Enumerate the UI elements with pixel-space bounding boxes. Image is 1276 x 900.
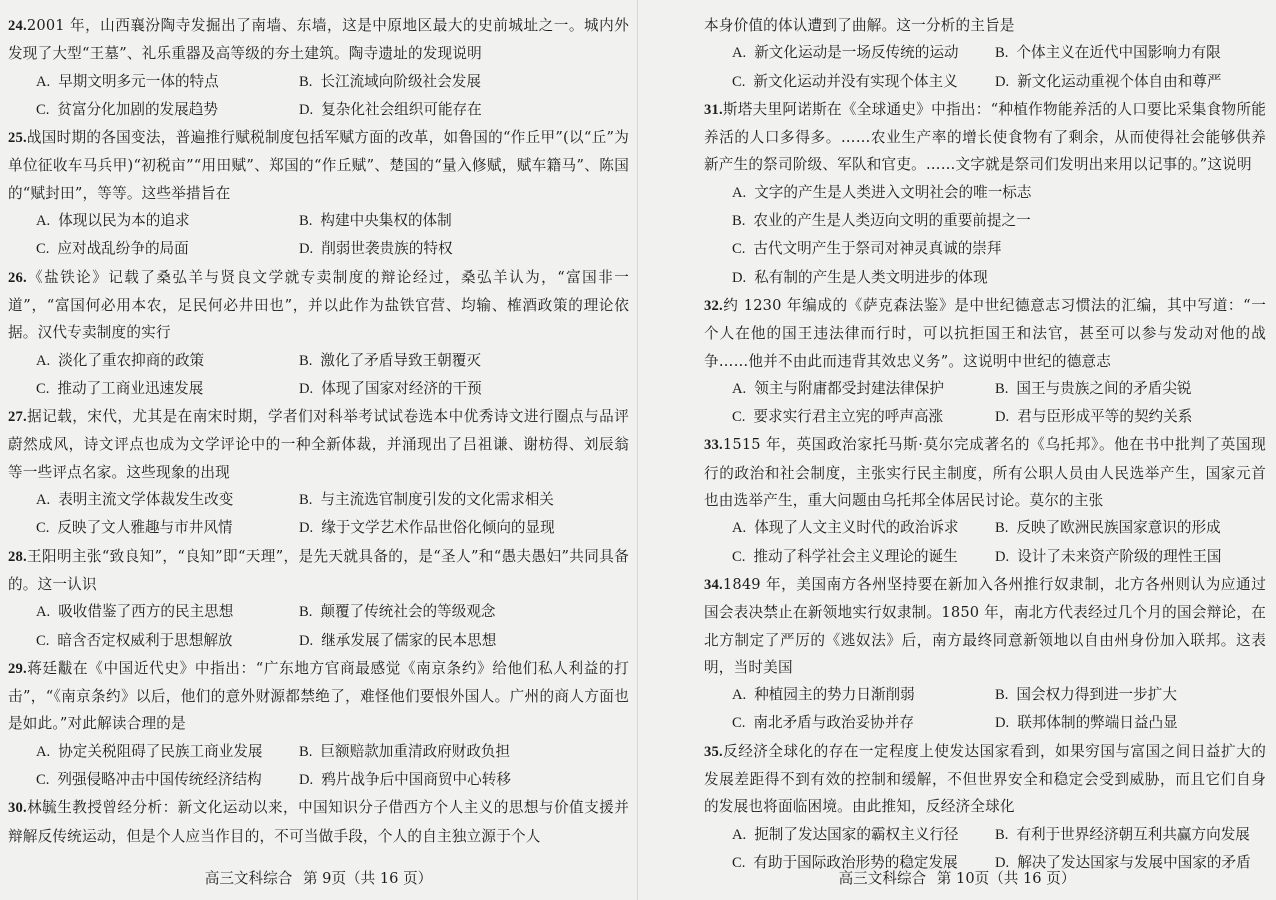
option-letter: C. <box>36 520 50 537</box>
answer-option <box>8 207 299 235</box>
option-letter: D. <box>995 715 1010 732</box>
question-block <box>704 571 1266 738</box>
option-text: 吸收借鉴了西方的民主思想 <box>58 603 234 621</box>
option-row <box>8 68 629 96</box>
option-letter: B. <box>995 687 1009 704</box>
footer-subject: 高三文科综合 <box>838 870 927 887</box>
answer-option <box>704 68 995 96</box>
option-text: 扼制了发达国家的霸权主义行径 <box>754 825 959 843</box>
question-list-right <box>704 96 1266 877</box>
answer-option <box>8 486 299 514</box>
option-row <box>8 375 629 403</box>
option-text: 应对战乱纷争的局面 <box>57 240 189 258</box>
answer-option <box>704 39 995 67</box>
option-text: 激化了矛盾导致王朝覆灭 <box>320 351 481 369</box>
option-row <box>8 627 629 655</box>
option-text: 反映了文人雅趣与市井风情 <box>57 519 233 537</box>
option-row <box>704 681 1266 709</box>
option-text: 体现以民为本的追求 <box>58 212 190 230</box>
option-text: 体现了人文主义时代的政治诉求 <box>754 519 959 537</box>
answer-option <box>995 514 1266 542</box>
option-text: 新文化运动是一场反传统的运动 <box>754 44 959 62</box>
footer-page-number: 第 9页（共 16 页） <box>302 870 433 887</box>
question-number: 31. <box>704 101 723 118</box>
answer-option <box>704 543 995 571</box>
option-text: 要求实行君主立宪的呼声高涨 <box>753 408 944 426</box>
question-text: 1515 年，英国政治家托马斯·莫尔完成著名的《乌托邦》。他在书中批判了英国现行的政治和社会制度，主张实行民主制度，所有公职人员由人民选举产生，国家元首也由选举产生，重大问题由乌托邦全体居民讨论。莫尔的主张 <box>704 436 1266 510</box>
option-letter: A. <box>36 492 51 509</box>
option-text: 列强侵略冲击中国传统经济结构 <box>57 771 262 789</box>
answer-option <box>8 766 299 794</box>
answer-option <box>995 821 1266 849</box>
question-stem <box>8 403 629 486</box>
answer-option <box>8 96 299 124</box>
question-text: 《盐铁论》记载了桑弘羊与贤良文学就专卖制度的辩论经过，桑弘羊认为，“富国非一道”，“富国何必用本农，足民何必井田也”，并以此作为盐铁官营、均输、榷酒政策的理论依据。汉代专卖制度的实行 <box>8 268 629 342</box>
option-row <box>704 39 1266 67</box>
option-text: 新文化运动并没有实现个体主义 <box>753 72 958 90</box>
option-text: 古代文明产生于祭司对神灵真诚的崇拜 <box>753 240 1002 258</box>
option-letter: B. <box>299 743 313 760</box>
option-letter: D. <box>299 772 314 789</box>
option-text: 缘于文学艺术作品世俗化倾向的显现 <box>321 519 555 537</box>
option-row <box>704 68 1266 96</box>
question-number: 28. <box>8 548 27 565</box>
option-letter: C. <box>732 241 746 258</box>
question-stem <box>8 12 629 68</box>
question-number: 32. <box>704 297 723 314</box>
option-letter: D. <box>299 101 314 118</box>
option-letter: B. <box>995 380 1009 397</box>
answer-option <box>299 207 629 235</box>
option-row <box>704 235 1266 263</box>
option-letter: B. <box>299 352 313 369</box>
option-letter: A. <box>36 213 51 230</box>
question-block <box>8 794 629 850</box>
option-row <box>704 375 1266 403</box>
footer-page-number: 第 10页（共 16 页） <box>936 870 1076 887</box>
question-block <box>8 543 629 655</box>
option-text: 长江流域向阶级社会发展 <box>320 72 481 90</box>
option-letter: D. <box>995 73 1010 90</box>
option-letter: D. <box>995 854 1010 871</box>
option-row <box>8 514 629 542</box>
answer-option <box>8 738 299 766</box>
question-stem <box>8 543 629 599</box>
option-letter: B. <box>995 45 1009 62</box>
answer-option <box>704 403 995 431</box>
question-number: 34. <box>704 576 723 593</box>
option-row <box>704 207 1266 235</box>
answer-option <box>299 68 629 96</box>
option-letter: D. <box>299 241 314 258</box>
option-letter: C. <box>732 548 746 565</box>
option-letter: A. <box>732 184 747 201</box>
answer-option <box>299 598 629 626</box>
question-stem <box>8 264 629 347</box>
option-text: 鸦片战争后中国商贸中心转移 <box>321 771 511 789</box>
option-letter: B. <box>299 213 313 230</box>
option-row <box>8 235 629 263</box>
option-text: 早期文明多元一体的特点 <box>58 72 219 90</box>
option-row <box>704 543 1266 571</box>
question-number: 33. <box>704 437 723 454</box>
option-row <box>8 766 629 794</box>
question-number: 25. <box>8 130 27 147</box>
question-block <box>8 264 629 403</box>
option-row <box>704 179 1266 207</box>
option-text: 设计了未来资产阶级的理性王国 <box>1017 547 1222 565</box>
option-letter: B. <box>299 492 313 509</box>
answer-option <box>704 235 1002 263</box>
option-letter: A. <box>36 73 51 90</box>
option-row <box>8 738 629 766</box>
question-text: 反经济全球化的存在一定程度上使发达国家看到，如果穷国与富国之间日益扩大的发展差距得不到有效的控制和缓解，不但世界安全和稳定会受到威胁，而且它们自身的发展也将面临困境。由此推知，反经济全球化 <box>704 742 1266 816</box>
option-text: 协定关税阻碍了民族工商业发展 <box>58 742 263 760</box>
answer-option <box>299 738 629 766</box>
answer-option <box>299 766 629 794</box>
question-number: 24. <box>8 18 27 34</box>
option-letter: C. <box>36 241 50 258</box>
answer-option <box>299 627 629 655</box>
option-text: 有利于世界经济朝互利共赢方向发展 <box>1016 825 1250 843</box>
question-text: 林毓生教授曾经分析：新文化运动以来，中国知识分子借西方个人主义的思想与价值支援并辩解反传统运动，但是个人应当作目的，不可当做手段，个人的自主独立源于个人 <box>8 799 629 845</box>
question-text: 蒋廷黻在《中国近代史》中指出：“广东地方官商最感觉《南京条约》给他们私人利益的打击”，“《南京条约》以后，他们的意外财源都禁绝了，难怪他们要恨外国人。广州的商人方面也是如此。”对此解读合理的是 <box>8 659 629 733</box>
question-stem <box>8 794 629 850</box>
answer-option <box>8 68 299 96</box>
option-text: 个体主义在近代中国影响力有限 <box>1016 44 1221 62</box>
option-letter: A. <box>732 687 747 704</box>
option-text: 领主与附庸都受封建法律保护 <box>754 379 944 397</box>
option-text: 颠覆了传统社会的等级观念 <box>320 603 496 621</box>
option-text: 体现了国家对经济的干预 <box>321 379 482 397</box>
question-stem <box>704 292 1266 375</box>
question-stem <box>704 96 1266 179</box>
answer-option <box>704 179 1032 207</box>
option-text: 推动了科学社会主义理论的诞生 <box>753 547 958 565</box>
option-letter: D. <box>299 380 314 397</box>
option-row <box>8 486 629 514</box>
answer-option <box>704 514 995 542</box>
option-text: 暗含否定权威利于思想解放 <box>57 631 233 649</box>
option-row <box>8 347 629 375</box>
answer-option <box>704 375 995 403</box>
question-stem <box>704 431 1266 514</box>
option-text: 推动了工商业迅速发展 <box>57 379 204 397</box>
option-letter: B. <box>732 213 746 230</box>
option-row <box>704 514 1266 542</box>
option-row <box>704 709 1266 737</box>
question-block <box>704 738 1266 877</box>
answer-option <box>299 486 629 514</box>
option-row <box>8 207 629 235</box>
question-block <box>8 403 629 542</box>
option-letter: B. <box>299 604 313 621</box>
option-letter: D. <box>732 269 747 286</box>
option-row <box>8 598 629 626</box>
question-number: 26. <box>8 269 27 286</box>
question-text: 1849 年，美国南方各州坚持要在新加入各州推行奴隶制，北方各州则认为应通过国会表决禁止在新领地实行奴隶制。1850 年，南北方代表经过几个月的国会辩论，在北方制定了严厉的《逃奴法》后，南方最终同意新领地以自由州身份加入联邦。这表明，当时美国 <box>704 575 1266 676</box>
answer-option <box>8 598 299 626</box>
page-footer-right <box>638 868 1276 890</box>
option-text: 国会权力得到进一步扩大 <box>1016 686 1177 704</box>
question-block <box>8 124 629 263</box>
question-text: 据记载，宋代，尤其是在南宋时期，学者们对科举考试试卷选本中优秀诗文进行圈点与品评蔚然成风，诗文评点也成为文学评论中的一种全新体裁，并涌现出了吕祖谦、谢枋得、刘辰翁等一些评点名家。这些现象的出现 <box>8 408 629 481</box>
option-letter: A. <box>732 826 747 843</box>
option-text: 表明主流文学体裁发生改变 <box>58 491 234 509</box>
question-block <box>704 431 1266 570</box>
option-text: 种植园主的势力日渐削弱 <box>754 686 915 704</box>
option-row <box>704 821 1266 849</box>
question-text: 斯塔夫里阿诺斯在《全球通史》中指出：“种植作物能养活的人口要比采集食物所能养活的人口多得多。……农业生产率的增长使食物有了剩余，从而使得社会能够供养新产生的祭司阶级、军队和官吏。……文字就是祭司们发明出来用以记事的。”这说明 <box>704 100 1266 174</box>
question-text: 约 1230 年编成的《萨克森法鉴》是中世纪德意志习惯法的汇编，其中写道：“一个人在他的国王违法律而行时，可以抗拒国王和法官，甚至可以参与发动对他的战争……他并不由此而违背其效忠义务”。这说明中世纪的德意志 <box>704 296 1266 370</box>
question-continuation: 本身价值的体认遭到了曲解。这一分析的主旨是 <box>704 17 1015 34</box>
answer-option <box>995 709 1266 737</box>
option-text: 复杂化社会组织可能存在 <box>321 100 482 118</box>
option-text: 继承发展了儒家的民本思想 <box>321 631 497 649</box>
option-letter: A. <box>36 352 51 369</box>
option-text: 文字的产生是人类进入文明社会的唯一标志 <box>754 183 1032 201</box>
question-stem <box>704 738 1266 821</box>
option-text: 反映了欧洲民族国家意识的形成 <box>1016 519 1221 537</box>
question-text: 2001 年，山西襄汾陶寺发掘出了南墙、东墙，这是中原地区最大的史前城址之一。城内外发现了大型“王墓”、礼乐重器及高等级的夯土建筑。陶寺遗址的发现说明 <box>8 17 629 63</box>
option-letter: D. <box>299 520 314 537</box>
question-block <box>704 292 1266 431</box>
question-stem <box>8 655 629 738</box>
question-block <box>704 96 1266 292</box>
continuation-options <box>704 39 1266 96</box>
question-block <box>8 655 629 794</box>
option-letter: B. <box>299 73 313 90</box>
option-letter: A. <box>732 45 747 62</box>
question-text: 王阳明主张“致良知”，“良知”即“天理”，是先天就具备的，是“圣人”和“愚夫愚妇”共同具备的。这一认识 <box>8 547 629 593</box>
option-letter: D. <box>995 548 1010 565</box>
option-text: 君与臣形成平等的契约关系 <box>1017 408 1193 426</box>
question-stem <box>704 571 1266 681</box>
question-list-left <box>8 12 629 850</box>
footer-subject: 高三文科综合 <box>204 870 293 887</box>
option-letter: C. <box>36 380 50 397</box>
option-text: 联邦体制的弊端日益凸显 <box>1017 714 1178 732</box>
option-letter: C. <box>36 632 50 649</box>
answer-option <box>704 821 995 849</box>
answer-option <box>995 543 1266 571</box>
option-text: 解决了发达国家与发展中国家的矛盾 <box>1017 853 1251 871</box>
answer-option <box>8 235 299 263</box>
option-letter: A. <box>36 743 51 760</box>
answer-option <box>704 207 1031 235</box>
option-text: 国王与贵族之间的矛盾尖锐 <box>1016 379 1192 397</box>
question-number: 30. <box>8 800 27 817</box>
answer-option <box>8 514 299 542</box>
option-text: 私有制的产生是人类文明进步的体现 <box>754 268 988 286</box>
option-letter: B. <box>995 826 1009 843</box>
option-row <box>704 403 1266 431</box>
answer-option <box>704 681 995 709</box>
option-row <box>8 96 629 124</box>
page-footer-left <box>0 868 637 890</box>
option-text: 农业的产生是人类迈向文明的重要前提之一 <box>753 212 1031 230</box>
option-row <box>704 264 1266 292</box>
answer-option <box>995 403 1266 431</box>
question-stem <box>8 124 629 207</box>
answer-option <box>299 347 629 375</box>
option-letter: D. <box>995 409 1010 426</box>
answer-option <box>704 709 995 737</box>
option-letter: C. <box>732 73 746 90</box>
exam-page-right <box>638 0 1276 900</box>
answer-option <box>995 39 1266 67</box>
question-block <box>8 12 629 124</box>
answer-option <box>995 375 1266 403</box>
option-letter: C. <box>732 715 746 732</box>
answer-option <box>299 514 629 542</box>
answer-option <box>299 96 629 124</box>
option-text: 有助于国际政治形势的稳定发展 <box>753 853 958 871</box>
question-number: 29. <box>8 660 27 677</box>
option-letter: B. <box>995 520 1009 537</box>
answer-option <box>299 235 629 263</box>
option-text: 巨额赔款加重清政府财政负担 <box>320 742 511 760</box>
option-letter: A. <box>732 380 747 397</box>
option-text: 构建中央集权的体制 <box>320 212 452 230</box>
question-number: 35. <box>704 743 723 760</box>
option-letter: D. <box>299 632 314 649</box>
question-text: 战国时期的各国变法，普遍推行赋税制度包括军赋方面的改革，如鲁国的“作丘甲”(以“丘”为单位征收车马兵甲)“初税亩”“用田赋”、郑国的“作丘赋”、楚国的“量入修赋，赋车籍马”、陈国的“赋封田”，等等。这些举措旨在 <box>8 129 629 202</box>
option-text: 新文化运动重视个体自由和尊严 <box>1017 72 1222 90</box>
option-text: 淡化了重农抑商的政策 <box>58 351 205 369</box>
question-number: 27. <box>8 409 27 426</box>
answer-option <box>704 264 988 292</box>
option-text: 贫富分化加剧的发展趋势 <box>57 100 218 118</box>
answer-option <box>8 347 299 375</box>
option-letter: C. <box>36 772 50 789</box>
option-letter: A. <box>36 604 51 621</box>
answer-option <box>8 627 299 655</box>
option-text: 南北矛盾与政治妥协并存 <box>753 714 914 732</box>
option-text: 与主流选官制度引发的文化需求相关 <box>320 491 554 509</box>
option-letter: C. <box>36 101 50 118</box>
option-letter: A. <box>732 520 747 537</box>
answer-option <box>299 375 629 403</box>
answer-option <box>995 681 1266 709</box>
option-text: 削弱世袭贵族的特权 <box>321 240 453 258</box>
answer-option <box>995 68 1266 96</box>
answer-option <box>8 375 299 403</box>
option-letter: C. <box>732 409 746 426</box>
option-letter: C. <box>732 854 746 871</box>
